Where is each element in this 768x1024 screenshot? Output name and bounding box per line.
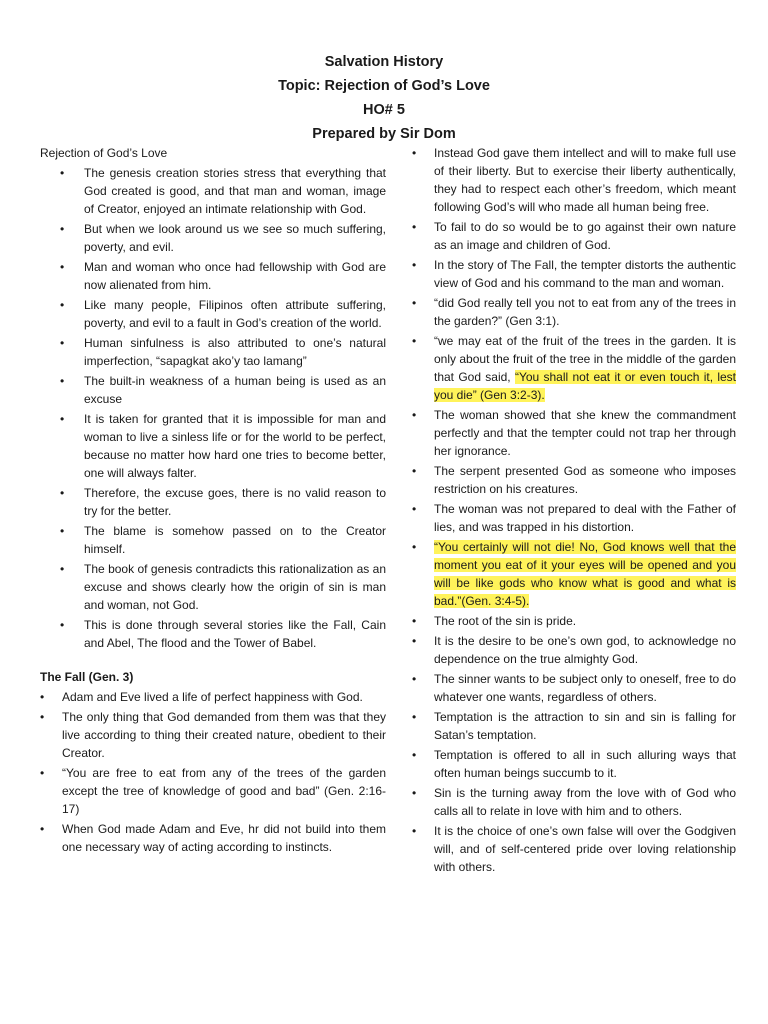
bullet-icon: • [412,786,417,800]
list-item: • Temptation is offered to all in such alluring ways that often human beings succumb to it. [412,748,736,780]
bullet-icon: • [412,748,417,762]
list-item: • The sinner wants to be subject only to oneself, free to do whatever one wants, regardless of others. [412,672,736,704]
bullet-icon: • [40,822,45,836]
bullet-icon: • [412,296,417,310]
section-heading-the-fall: The Fall (Gen. 3) [40,670,134,684]
document-header [0,50,768,146]
list-item: • The built-in weakness of a human being is used as an excuse [60,374,386,406]
bullet-icon: • [412,540,417,554]
document-topic: Topic: Rejection of God’s Love [278,78,490,94]
bullet-icon: • [412,464,417,478]
bullet-icon: • [60,374,65,388]
list-item: • The genesis creation stories stress that everything that God created is good, and that man and woman, image of Creator, enjoyed an intimate relationship with God. [60,166,386,216]
highlighted-quote: “You certainly will not die! No, God knows well that the moment you eat of it your eyes will be opened and you will be like gods who know what is good and what is bad.”(Gen. 3:4-5). [434,540,736,608]
list-item: • In the story of The Fall, the tempter distorts the authentic view of God and his command to the man and woman. [412,258,736,290]
handout-number: HO# 5 [363,102,405,118]
list-item: • The root of the sin is pride. [412,614,577,628]
list-item: • The woman was not prepared to deal with the Father of lies, and was trapped in his distortion. [412,502,736,534]
list-item: • Adam and Eve lived a life of perfect happiness with God. [40,690,363,704]
bullet-icon: • [60,222,65,236]
the-fall-bullet-list [40,688,386,856]
list-item: • Instead God gave them intellect and will to make full use of their liberty. But to exercise their liberty authentically, they had to respect each other’s freedom, which meant following God’s will who made all human being free. [412,146,736,214]
bullet-icon: • [60,260,65,274]
bullet-icon: • [60,562,65,576]
section-heading-rejection: Rejection of God’s Love [40,146,168,160]
right-bullet-list [412,144,736,876]
bullet-icon: • [412,614,417,628]
list-item: • “You are free to eat from any of the trees of the garden except the tree of knowledge of good and bad” (Gen. 2:16-17) [40,766,386,816]
list-item [412,538,736,610]
list-item: • Man and woman who once had fellowship with God are now alienated from him. [60,260,386,292]
document-title: Salvation History [324,54,444,70]
list-item: • When God made Adam and Eve, hr did not build into them one necessary way of acting according to instincts. [40,822,386,854]
bullet-icon: • [412,672,417,686]
bullet-icon: • [40,710,45,724]
rejection-bullet-list [40,164,386,652]
list-item: • The only thing that God demanded from them was that they live according to thing their created nature, obedient to their Creator. [40,710,386,760]
bullet-icon: • [60,166,65,180]
list-item: • Therefore, the excuse goes, there is no valid reason to try for the better. [60,486,386,518]
bullet-icon: • [60,336,65,350]
list-item: • It is the choice of one’s own false will over the Godgiven will, and of self-centered pride over loving relationship with others. [412,824,736,874]
list-item: • To fail to do so would be to go against their own nature as an image and children of God. [412,220,736,252]
bullet-icon: • [60,618,65,632]
list-item: • The woman showed that she knew the commandment perfectly and that the tempter could not trap her through her ignorance. [412,408,736,458]
highlighted-quote: “You shall not eat it or even touch it, lest you die” (Gen 3:2-3). [434,370,736,402]
list-item: • Human sinfulness is also attributed to one’s natural imperfection, “sapagkat ako’y tao lamang” [60,336,386,368]
bullet-icon: • [412,334,417,348]
bullet-icon: • [412,710,417,724]
list-item: • The blame is somehow passed on to the Creator himself. [60,524,386,556]
list-item: • The book of genesis contradicts this rationalization as an excuse and shows clearly how the origin of sin is man and woman, not God. [60,562,386,612]
bullet-icon: • [40,766,45,780]
bullet-icon: • [412,408,417,422]
bullet-icon: • [40,690,45,704]
list-item: • Sin is the turning away from the love with of God who calls all to relate in love with him and to others. [412,786,736,818]
list-item: • The serpent presented God as someone who imposes restriction on his creatures. [412,464,736,496]
list-item: • It is taken for granted that it is impossible for man and woman to live a sinless life or for the world to be perfect, because no matter how hard one tries to become better, one will always falter. [60,412,386,480]
bullet-icon: • [412,146,417,160]
bullet-icon: • [60,412,65,426]
list-item: • This is done through several stories like the Fall, Cain and Abel, The flood and the Tower of Babel. [60,618,386,650]
document-author: Prepared by Sir Dom [312,126,456,142]
bullet-icon: • [412,220,417,234]
list-item: • Temptation is the attraction to sin and sin is falling for Satan’s temptation. [412,710,736,742]
bullet-icon: • [60,524,65,538]
bullet-icon: • [60,486,65,500]
left-column [40,144,386,858]
list-item: • It is the desire to be one’s own god, to acknowledge no dependence on the true almighty God. [412,634,736,666]
bullet-icon: • [412,824,417,838]
list-item: • Like many people, Filipinos often attribute suffering, poverty, and evil to a fault in God’s creation of the world. [60,298,386,330]
right-column [412,144,736,878]
list-item: • “we may eat of the fruit of the trees in the garden. It is only about the fruit of the tree in the middle of the garden that God said, “You shall not eat it or even touch it, lest you die” (Gen 3:2-3). [412,334,736,402]
bullet-icon: • [412,634,417,648]
bullet-icon: • [60,298,65,312]
list-item: • But when we look around us we see so much suffering, poverty, and evil. [60,222,386,254]
bullet-icon: • [412,258,417,272]
bullet-icon: • [412,502,417,516]
list-item: • “did God really tell you not to eat from any of the trees in the garden?” (Gen 3:1). [412,296,736,328]
